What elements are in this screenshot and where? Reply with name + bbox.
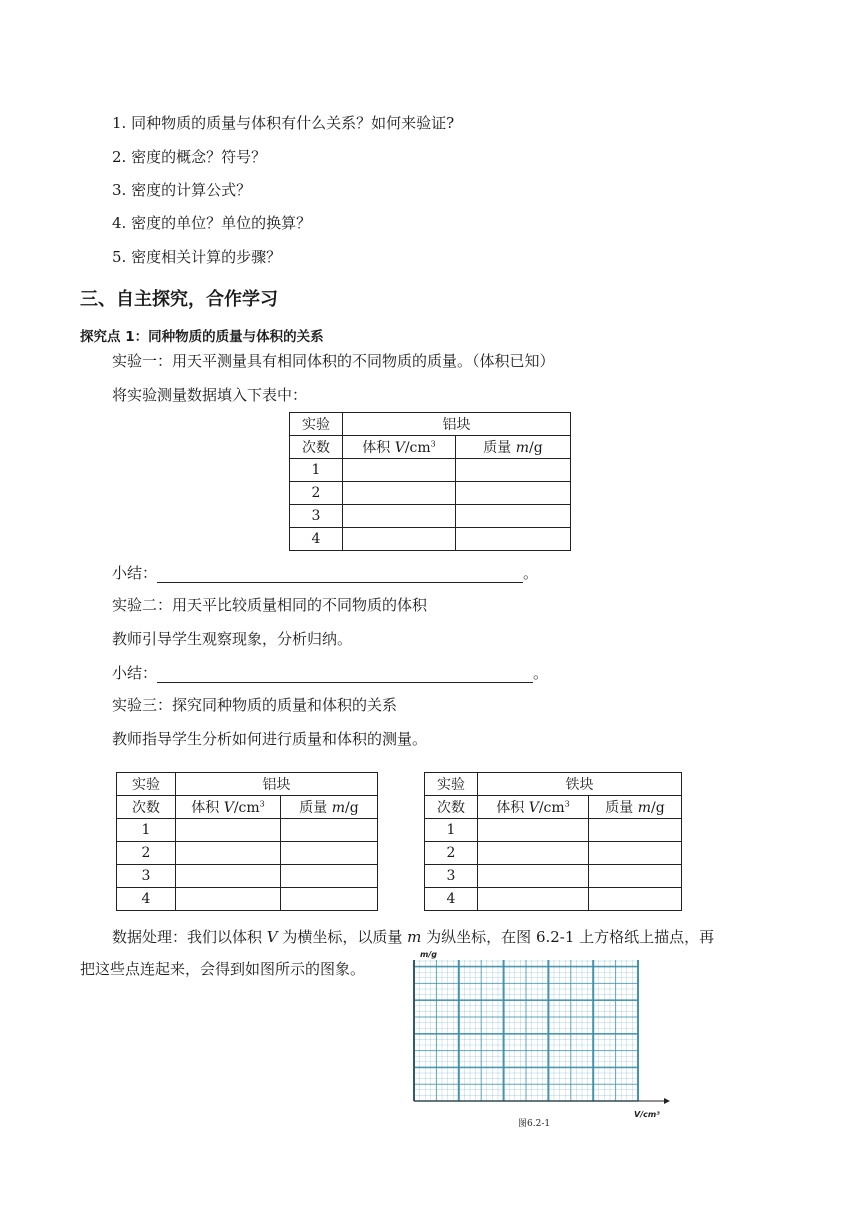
header-material: 铝块: [343, 413, 571, 436]
data-processing-line-2: 把这些点连起来，会得到如图所示的图象。: [80, 960, 366, 978]
volume-cell[interactable]: [343, 482, 456, 505]
exp1-title: 实验一：用天平测量具有相同体积的不同物质的质量。（体积已知）: [112, 352, 555, 370]
header-mass: 质量 m/g: [456, 436, 571, 459]
table-iron: [424, 772, 682, 911]
graph-paper-svg: [408, 948, 670, 1128]
volume-cell[interactable]: [343, 528, 456, 551]
summary-1: 小结： 。: [112, 564, 539, 582]
table-row: 4: [117, 888, 378, 911]
grid-lines: [414, 960, 638, 1101]
table-row: 4: [290, 528, 571, 551]
exp2-note: 教师引导学生观察现象，分析归纳。: [112, 630, 353, 648]
table-row: 2: [117, 842, 378, 865]
data-processing-line-1: 数据处理：我们以体积 V 为横坐标，以质量 m 为纵坐标，在图 6.2-1 上方格纸上描点，再: [112, 928, 715, 946]
table-row: 4: [425, 888, 682, 911]
mass-cell[interactable]: [589, 865, 682, 888]
volume-cell[interactable]: [176, 888, 281, 911]
subsection-title: 探究点 1：同种物质的质量与体积的关系: [80, 329, 324, 345]
header-trial: 实验: [425, 773, 478, 796]
question-1: 1. 同种物质的质量与体积有什么关系？如何来验证?: [112, 114, 455, 132]
y-axis-label: m/g: [420, 950, 437, 959]
x-axis-arrow-icon: [664, 1098, 670, 1104]
mass-cell[interactable]: [589, 842, 682, 865]
volume-cell[interactable]: [176, 842, 281, 865]
question-2: 2. 密度的概念？符号？: [112, 148, 267, 166]
mass-cell[interactable]: [456, 505, 571, 528]
header-trial-2: 次数: [425, 796, 478, 819]
exp2-title: 实验二：用天平比较质量相同的不同物质的体积: [112, 596, 428, 614]
mass-cell[interactable]: [456, 459, 571, 482]
exp3-note: 教师指导学生分析如何进行质量和体积的测量。: [112, 730, 428, 748]
figure-caption: 图6.2-1: [518, 1119, 551, 1128]
mass-cell[interactable]: [281, 819, 378, 842]
header-volume: 体积 $V/cm^3$: [478, 796, 589, 819]
header-trial-2: 次数: [117, 796, 176, 819]
header-trial: 实验: [117, 773, 176, 796]
mass-cell[interactable]: [456, 528, 571, 551]
summary-2: 小结： 。: [112, 664, 549, 682]
header-trial-2: 次数: [290, 436, 343, 459]
question-3: 3. 密度的计算公式？: [112, 181, 252, 199]
table-row: 1: [117, 819, 378, 842]
mass-cell[interactable]: [281, 865, 378, 888]
volume-cell[interactable]: [176, 865, 281, 888]
volume-cell[interactable]: [478, 865, 589, 888]
summary-blank-1[interactable]: [157, 566, 523, 583]
table-row: 2: [290, 482, 571, 505]
table-exp1: [289, 412, 571, 551]
question-5: 5. 密度相关计算的步骤？: [112, 248, 282, 266]
mass-cell[interactable]: [589, 888, 682, 911]
mass-cell[interactable]: [281, 842, 378, 865]
header-mass: 质量 m/g: [281, 796, 378, 819]
exp1-instruction: 将实验测量数据填入下表中：: [112, 386, 308, 404]
header-mass: 质量 m/g: [589, 796, 682, 819]
summary-blank-2[interactable]: [157, 666, 533, 683]
exp3-title: 实验三：探究同种物质的质量和体积的关系: [112, 696, 398, 714]
table-row: 1: [290, 459, 571, 482]
table-row: 2: [425, 842, 682, 865]
table-aluminum: [116, 772, 378, 911]
mass-cell[interactable]: [589, 819, 682, 842]
volume-cell[interactable]: [478, 888, 589, 911]
section-title: 三、自主探究，合作学习: [80, 289, 278, 310]
figure-graph-paper: [408, 948, 670, 1128]
volume-cell[interactable]: [478, 819, 589, 842]
table-row: 3: [290, 505, 571, 528]
header-material: 铝块: [176, 773, 378, 796]
header-material: 铁块: [478, 773, 682, 796]
x-axis-label: V/cm³: [634, 1110, 660, 1119]
table-row: 3: [117, 865, 378, 888]
table-row: 3: [425, 865, 682, 888]
volume-cell[interactable]: [343, 459, 456, 482]
volume-cell[interactable]: [478, 842, 589, 865]
volume-cell[interactable]: [176, 819, 281, 842]
header-volume: 体积 $V/cm^3$: [343, 436, 456, 459]
mass-cell[interactable]: [456, 482, 571, 505]
header-trial: 实验: [290, 413, 343, 436]
table-row: 1: [425, 819, 682, 842]
volume-cell[interactable]: [343, 505, 456, 528]
question-4: 4. 密度的单位？单位的换算？: [112, 214, 312, 232]
mass-cell[interactable]: [281, 888, 378, 911]
header-volume: 体积 $V/cm^3$: [176, 796, 281, 819]
